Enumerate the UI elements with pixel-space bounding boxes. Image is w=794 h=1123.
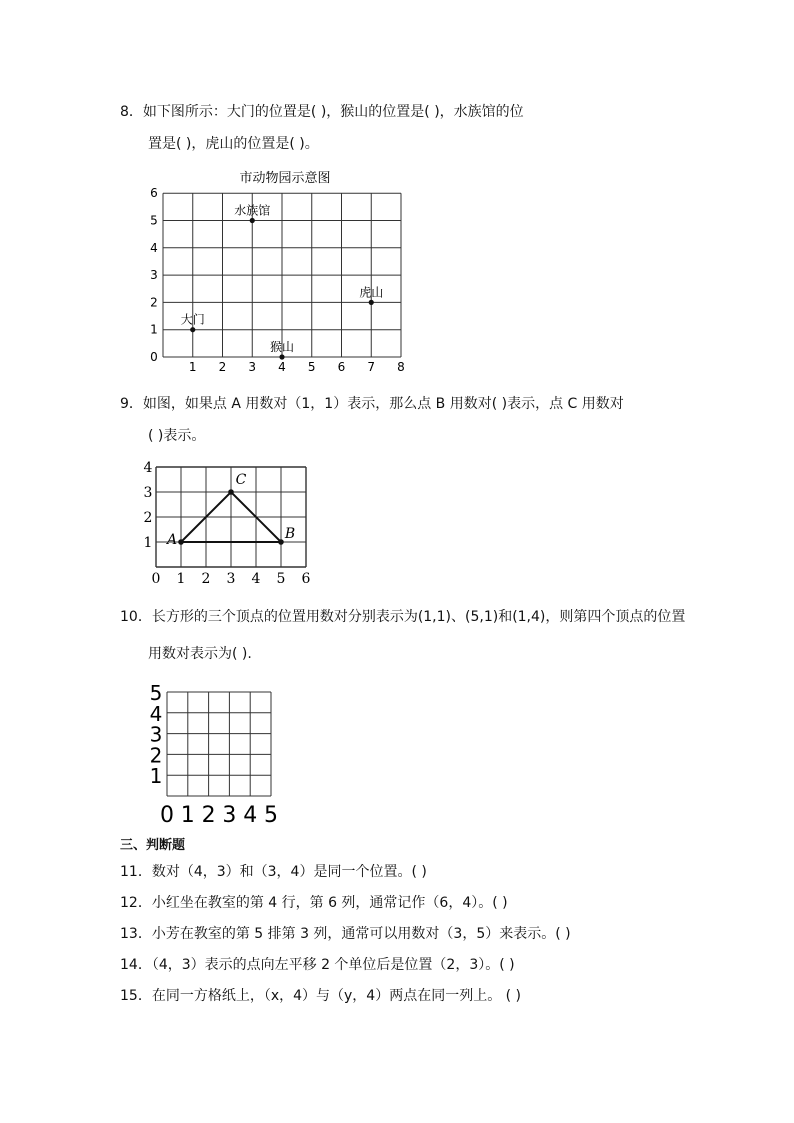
y-tick-label: 1 <box>143 535 153 551</box>
judgment-item: 12．小红坐在教室的第 4 行，第 6 列，通常记作（6，4）。( ) <box>120 895 508 911</box>
x-tick-label: 6 <box>301 571 311 587</box>
x-tick-label: 2 <box>218 360 227 374</box>
x-tick-label: 5 <box>307 360 316 374</box>
x-tick-label: 4 <box>243 803 258 828</box>
section-title: 三、判断题 <box>120 838 186 853</box>
y-tick-label: 4 <box>150 240 158 255</box>
x-tick-label: 3 <box>248 360 257 374</box>
x-tick-label: 1 <box>188 360 197 374</box>
y-tick-label: 5 <box>149 681 163 705</box>
x-tick-label: 1 <box>180 803 195 828</box>
x-tick-label: 3 <box>226 571 236 587</box>
x-tick-label: 5 <box>276 571 286 587</box>
y-tick-label: 0 <box>150 350 158 364</box>
vertex-label: C <box>235 472 247 488</box>
x-tick-label: 8 <box>397 360 405 374</box>
chart-grid <box>167 692 271 796</box>
point-label: 大门 <box>180 312 205 327</box>
x-tick-label: 7 <box>367 360 376 374</box>
x-tick-label: 1 <box>176 571 186 587</box>
y-tick-label: 1 <box>150 322 158 337</box>
x-tick-label: 0 <box>151 571 161 587</box>
x-tick-label: 2 <box>201 571 211 587</box>
judgment-item: 14．（4，3）表示的点向左平移 2 个单位后是位置（2，3）。( ) <box>120 957 515 973</box>
q9-line2: ( )表示。 <box>148 428 206 444</box>
x-tick-label: 4 <box>251 571 261 587</box>
q8-line2: 置是( )，虎山的位置是( )。 <box>148 136 319 152</box>
y-tick-label: 4 <box>149 701 163 726</box>
judgment-item: 13．小芳在教室的第 5 排第 3 列，通常可以用数对（3，5）来表示。( ) <box>120 926 571 942</box>
y-tick-label: 3 <box>143 485 153 501</box>
x-tick-label: 4 <box>278 360 286 374</box>
y-ticks <box>150 681 163 788</box>
x-tick-label: 6 <box>337 360 346 374</box>
y-tick-label: 6 <box>150 186 158 201</box>
q8-line1: 8．如下图所示：大门的位置是( )，猴山的位置是( )，水族馆的位 <box>120 104 524 120</box>
vertex-label: A <box>166 532 178 548</box>
chart-title: 市动物园示意图 <box>239 171 331 186</box>
point-label: 水族馆 <box>234 203 271 218</box>
x-tick-label: 3 <box>222 803 237 828</box>
y-tick-label: 2 <box>143 510 153 526</box>
judgment-item: 11．数对（4，3）和（3，4）是同一个位置。( ) <box>120 864 427 880</box>
judgment-item: 15．在同一方格纸上，（x，4）与（y，4）两点在同一列上。 ( ) <box>120 988 522 1004</box>
point-label: 猴山 <box>269 340 295 354</box>
q9-line1: 9．如图，如果点 A 用数对（1，1）表示，那么点 B 用数对( )表示，点 C 用数对 <box>120 396 624 412</box>
x-tick-label: 2 <box>201 803 216 828</box>
y-tick-label: 2 <box>150 295 158 310</box>
y-tick-label: 1 <box>149 764 163 789</box>
y-tick-label: 5 <box>150 213 158 228</box>
q10-line2: 用数对表示为( ). <box>148 646 252 662</box>
x-tick-label: 5 <box>264 803 278 828</box>
y-tick-label: 2 <box>149 743 163 768</box>
y-tick-label: 3 <box>149 722 163 747</box>
y-tick-label: 4 <box>143 460 153 476</box>
vertex-label: B <box>284 526 296 542</box>
y-tick-label: 3 <box>150 268 158 283</box>
x-tick-label: 0 <box>160 803 174 828</box>
x-ticks <box>160 803 278 828</box>
q10-line1: 10．长方形的三个顶点的位置用数对分别表示为(1,1)、(5,1)和(1,4)，则第四个顶点的位置 <box>120 609 686 625</box>
point-label: 虎山 <box>359 285 384 300</box>
